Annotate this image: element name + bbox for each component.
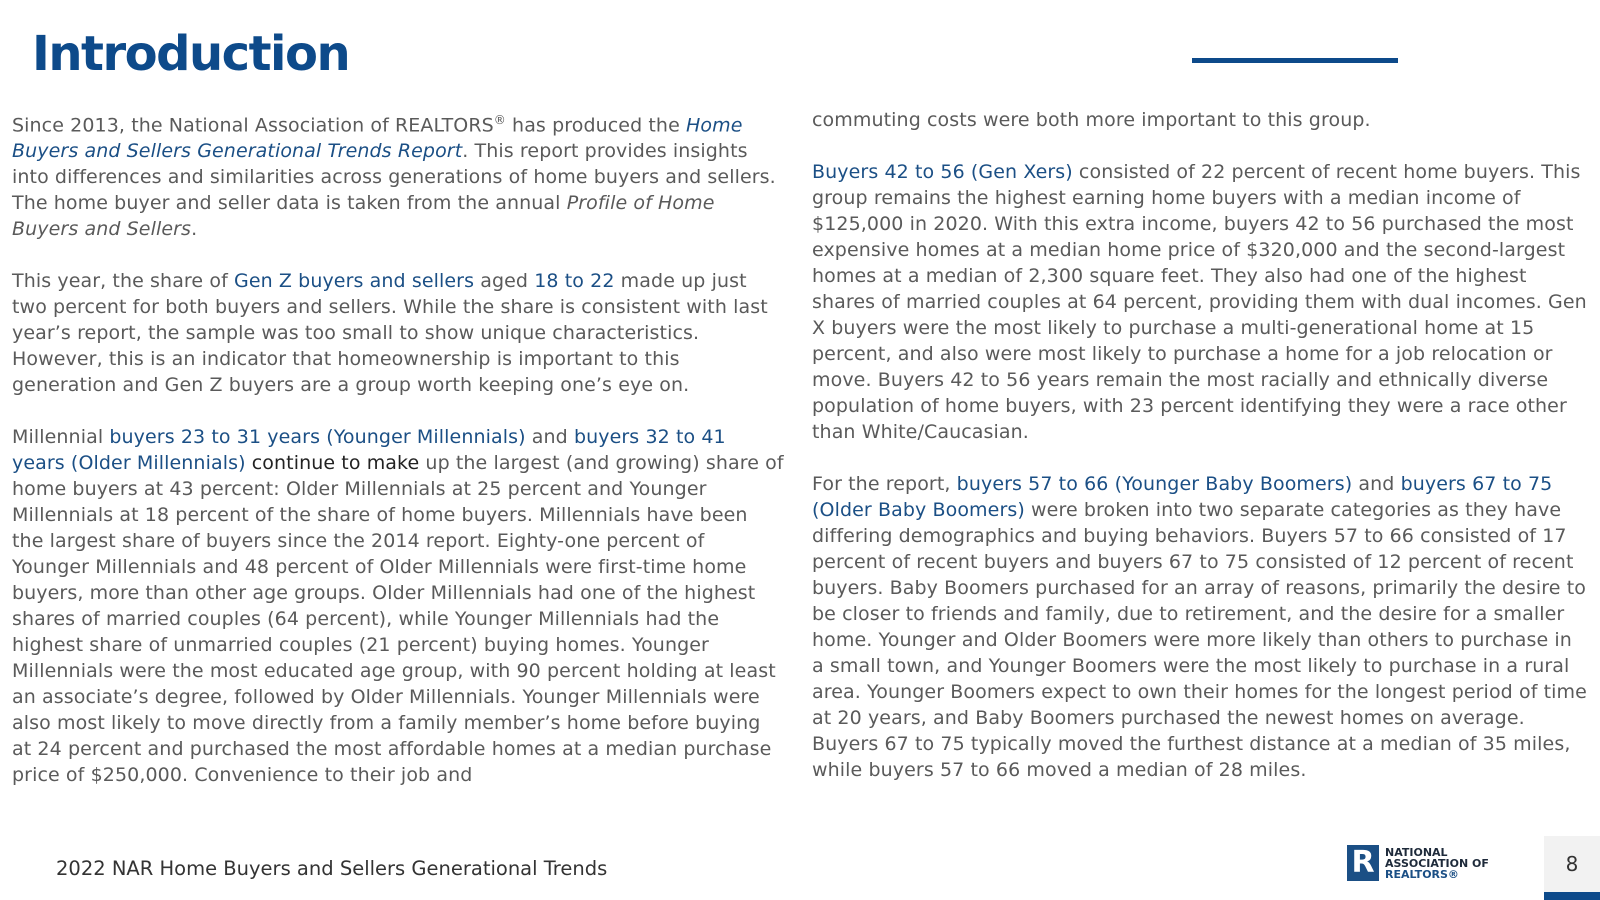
left-text-column: [12, 107, 784, 814]
text-run: commuting costs were both more important to this group.: [812, 109, 1371, 131]
older-boomers-highlight: buyers 67 to 75 (Older Baby Boomers): [812, 473, 1553, 521]
report-title-link: Home Buyers and Sellers Generational Trends Report: [12, 114, 743, 163]
footer-report-title: 2022 NAR Home Buyers and Sellers Generational Trends: [56, 857, 608, 880]
text-run: were broken into two separate categories as they have differing demographics and buying behaviors. Buyers 57 to 66 consisted of 17 percent of recent buyers and buyers 67 to 75 consisted of 12 percent of recent buyers. Baby Boomers purchased for an array of reasons, primarily the desire to be closer to friends and family, due to retirement, and the desire for a smaller home. Younger and Older Boomers were more likely than others to purchase in a small town, and Younger Boomers were the most likely to purchase in a rural area. Younger Boomers expect to own their homes for the longest period of time at 20 years, and Baby Boomers purchased the newest homes on average. Buyers 67 to 75 typically moved the furthest distance at a median of 35 miles, while buyers 57 to 66 moved a median of 28 miles.: [812, 499, 1587, 781]
logo-line: NATIONAL: [1385, 845, 1448, 859]
page-number-box: [1544, 836, 1600, 900]
text-run: This year, the share of: [12, 270, 235, 293]
text-run: For the report,: [812, 473, 957, 495]
nar-logo: [1347, 844, 1493, 882]
millennial-paragraph: [12, 424, 784, 788]
text-run: Since 2013, the National Association of REALTORS: [12, 114, 494, 137]
registered-mark: ®: [493, 113, 506, 127]
page-number-accent-bar: [1544, 892, 1600, 900]
logo-wordmark: [1385, 847, 1489, 880]
gen-z-paragraph: [12, 268, 784, 398]
page-number: 8: [1565, 852, 1579, 876]
title-rule-divider: [1192, 58, 1398, 63]
realtor-r-icon: [1347, 845, 1379, 881]
intro-paragraph: [12, 107, 784, 242]
dark-text-run: continue to make: [251, 452, 420, 475]
gen-z-highlight: Gen Z buyers and sellers: [234, 270, 475, 293]
right-text-column: [812, 107, 1588, 809]
text-run: up the largest (and growing) share of home buyers at 43 percent: Older Millennials at 25 percent and Younger Millennials at 18 percent of the share of home buyers. Millennials have been the largest share of buyers since the 2014 report. Eighty-one percent of Younger Millennials and 48 percent of Older Millennials were first-time home buyers, more than other age groups. Older Millennials had one of the highest shares of married couples (64 percent), while Younger Millennials had the highest share of unmarried couples (21 percent) buying homes. Younger Millennials were the most educated age group, with 90 percent holding at least an associate’s degree, followed by Older Millennials. Younger Millennials were also most likely to move directly from a family member’s home before buying at 24 percent and purchased the most affordable homes at a median purchase price of $250,000. Convenience to their job and: [12, 452, 784, 787]
text-run: . This report provides insights into differences and similarities across generations of home buyers and sellers. The home buyer and seller data is taken from the annual: [12, 140, 776, 215]
boomers-paragraph: [812, 471, 1588, 783]
gen-x-paragraph: [812, 159, 1588, 445]
text-run: and: [1352, 473, 1401, 495]
page-title: Introduction: [32, 26, 350, 82]
text-run: and: [525, 426, 574, 449]
profile-title: Profile of Home Buyers and Sellers: [12, 192, 715, 241]
logo-line: ASSOCIATION OF: [1385, 856, 1489, 870]
logo-line: REALTORS®: [1385, 867, 1459, 881]
gen-x-highlight: Buyers 42 to 56 (Gen Xers): [812, 161, 1073, 183]
continuation-paragraph: [812, 107, 1588, 133]
text-run: Millennial: [12, 426, 110, 449]
younger-millennials-highlight: buyers 23 to 31 years (Younger Millennials): [109, 426, 526, 449]
text-run: .: [191, 218, 198, 241]
gen-z-age-highlight: 18 to 22: [534, 270, 615, 293]
text-run: aged: [474, 270, 535, 293]
logo-letter: R: [1351, 845, 1375, 880]
text-run: consisted of 22 percent of recent home buyers. This group remains the highest earning home buyers with a median income of $125,000 in 2020. With this extra income, buyers 42 to 56 purchased the most expensive homes at a median home price of $320,000 and the second-largest homes at a median of 2,300 square feet. They also had one of the highest shares of married couples at 64 percent, providing them with dual incomes. Gen X buyers were the most likely to purchase a multi-generational home at 15 percent, and also were most likely to purchase a home for a job relocation or move. Buyers 42 to 56 years remain the most racially and ethnically diverse population of home buyers, with 23 percent identifying they were a race other than White/Caucasian.: [812, 161, 1587, 443]
text-run: has produced the: [505, 114, 687, 137]
text-run: made up just two percent for both buyers and sellers. While the share is consistent with last year’s report, the sample was too small to show unique characteristics. However, this is an indicator that homeownership is important to this generation and Gen Z buyers are a group worth keeping one’s eye on.: [12, 270, 768, 397]
older-millennials-highlight: buyers 32 to 41 years (Older Millennials): [12, 426, 726, 475]
younger-boomers-highlight: buyers 57 to 66 (Younger Baby Boomers): [956, 473, 1353, 495]
